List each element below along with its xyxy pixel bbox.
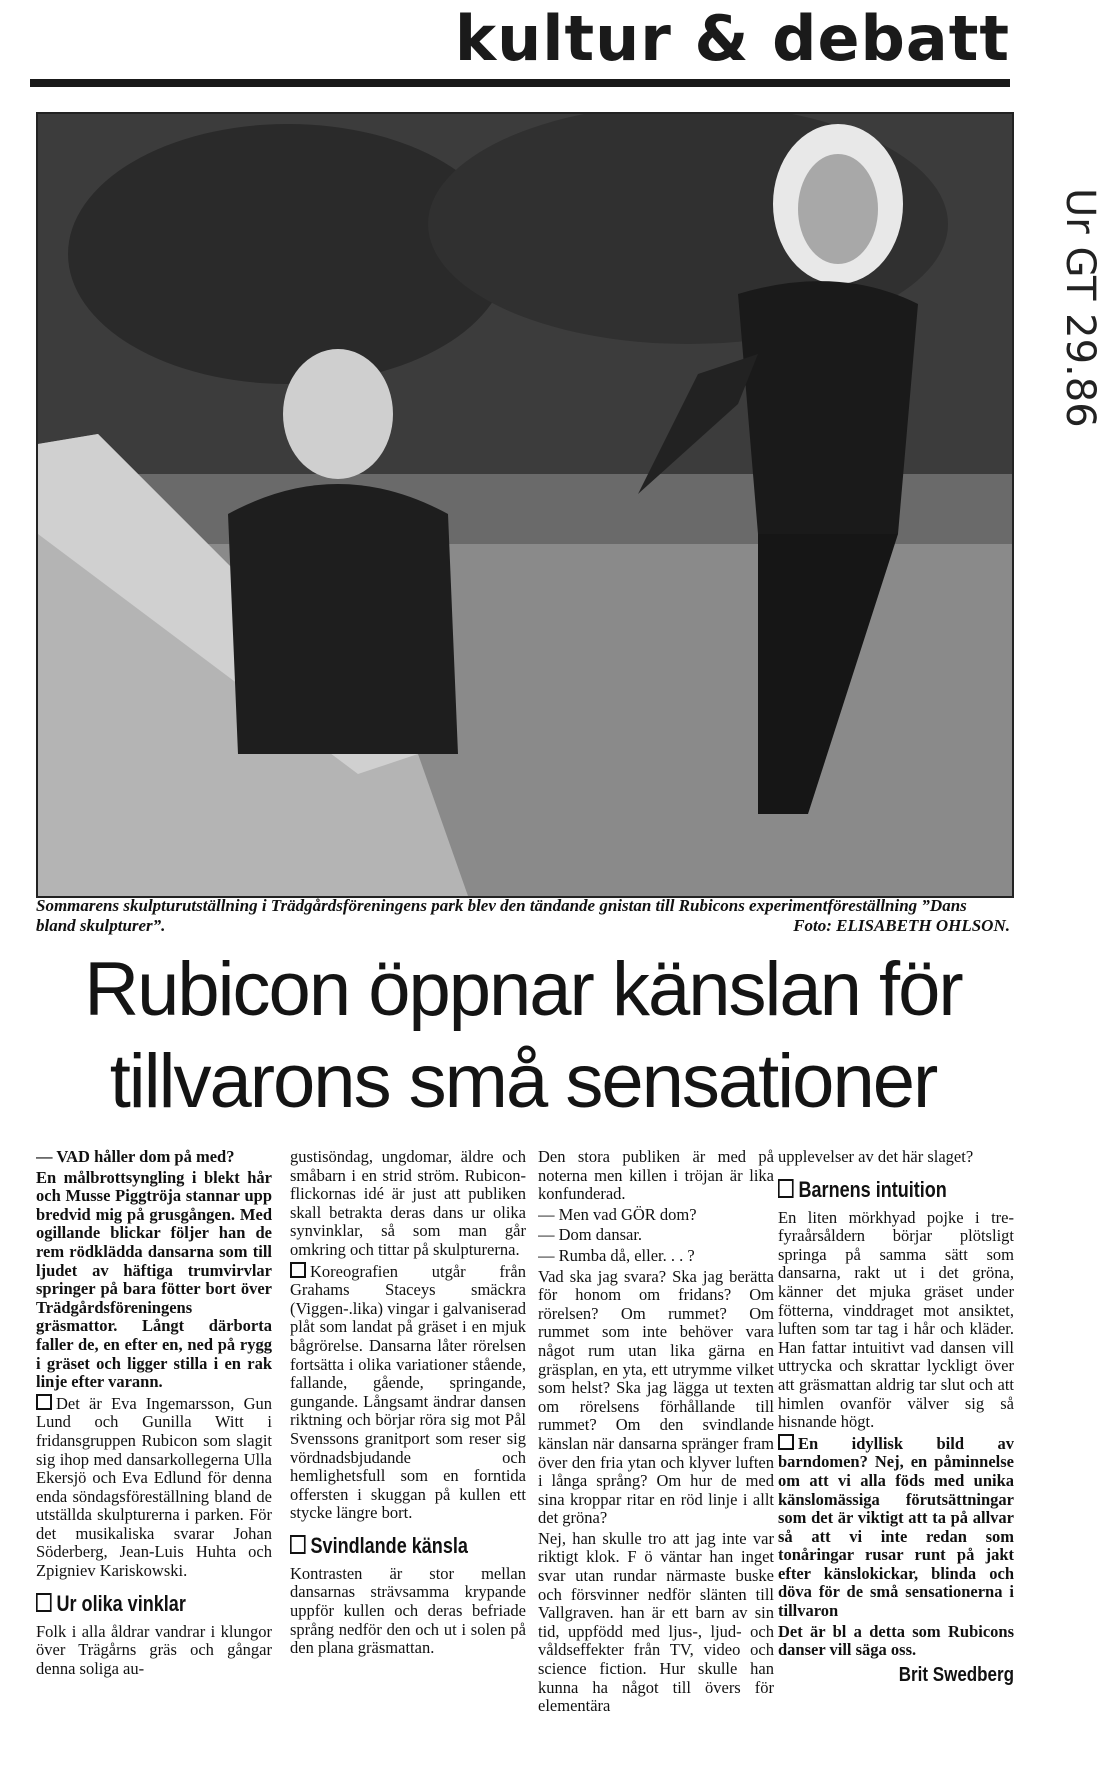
subheading: Ur olika vinklar: [56, 1590, 186, 1616]
paragraph: Kontrasten är stor mellan dansarnas strävsamma krypande uppför kullen och deras befriade språng nedför den och ut i solen på den plana gräsmattan.: [290, 1563, 526, 1658]
paragraph: En idyllisk bild av barndomen? Nej, en påminnelse om att vi alla föds med unika känslomässiga förutsättningar som det är viktigt att ta på allvar så att vi inte redan som tonåringar rusar runt på jakt efter känslokickar, blinda och döva för de små sensationerna i tillvaron: [778, 1433, 1014, 1621]
article-column-3: [538, 1148, 774, 1768]
paragraph: Folk i alla åldrar vandrar i klungor över Trägårns gräs och gångar denna soliga au-: [36, 1621, 272, 1678]
square-bullet-icon: [36, 1394, 52, 1410]
subheading: Svindlande känsla: [310, 1532, 468, 1558]
dialogue-line: — Men vad GÖR dom?: [538, 1204, 697, 1224]
author-signature: Brit Swedberg: [898, 1663, 1014, 1686]
paragraph: Koreografien utgår från Grahams Staceys smäckra (Viggen-.lika) vingar i galvaniserad plåt som landat på gräset i en mjuk bågrörelse. Dansarna låter rörelsen fortsätta i olika variationer stående, fallande, gående, springande, gungande. Långsamt ändrar dansen riktning och börjar röra sig mot Pål Svenssons granitport som reser sig vördnadsbjudande och hemlighetsfull som en forntida offersten i skuggan på kullen ett stycke längre bort.: [290, 1261, 526, 1523]
caption-text: Sommarens skulpturutställning i Trädgårdsföreningens park blev den tändande gnistan till Rubicons experimentföreställning ”Dans bland skulpturer”.: [36, 896, 967, 935]
paragraph: Vad ska jag svara? Ska jag berätta för honom om fridans? Om rörelsen? Om rummet? Om rummet som inte behöver vara något rum utan lika gärna en gräsplan, en yta, ett utrymme vilket som helst? Ska jag lägga ut texten om rörelsens förhållande till rummet? Om den svindlande känslan när dansarna spränger fram över den fria ytan och klyver luften i långa språng? Om hur de med sina kroppar ritar en röd linje i allt det gröna?: [538, 1266, 774, 1528]
dialogue-line: — Dom dansar.: [538, 1225, 643, 1245]
paragraph: En liten mörkhyad pojke i tre-fyraårsåldern börjar plötsligt springa på samma sätt som dansarna, rakt ut i det gröna, känner det mjuka gräset under fötterna, vinddraget mot ansiktet, luften som tar tag i hår och kläder. Han fattar intuitivt vad dansen vill uttrycka och skrattar lyckligt över att gräsmattan aldrig tar slut och att himlen ovanför välver sig så hisnande högt.: [778, 1207, 1014, 1432]
paragraph: gustisöndag, ungdomar, äldre och småbarn i en strid ström. Rubicon-flickornas idé är just att publiken skall betrakta deras dans ur olika synvinklar, så som man går omkring och tittar på skulpturerna.: [290, 1148, 526, 1259]
subheading: Barnens intuition: [798, 1176, 947, 1202]
dialogue-line: — Rumba då, eller. . . ?: [538, 1245, 695, 1265]
square-bullet-icon: [778, 1434, 794, 1450]
square-bullet-icon: [36, 1593, 52, 1612]
paragraph: — VAD håller dom på med?: [36, 1148, 235, 1166]
square-bullet-icon: [290, 1535, 306, 1554]
paragraph: En målbrottsyngling i blekt hår och Musse Piggtröja stannar upp bredvid mig på grusgången. Med ogillande blickar följer han de rem rödklädda dansarna som till ljudet av häftiga trumvirvlar springer på bara fötter bort över Trädgårdsföreningens gräsmattor. Långt därborta faller de, en efter en, ned på rygg i gräset och ligger stilla i en rak linje efter varann.: [36, 1167, 272, 1392]
handwritten-source-note: Ur GT 29.86: [1057, 188, 1103, 428]
headline-line-1: Rubicon öppnar känslan för: [84, 947, 962, 1032]
photo-credit: Foto: ELISABETH OHLSON.: [793, 916, 1010, 935]
article-column-1: [36, 1148, 272, 1768]
masthead-rule: [30, 79, 1010, 87]
article-column-2: [290, 1148, 526, 1768]
square-bullet-icon: [778, 1179, 794, 1198]
photo-caption: [36, 896, 1010, 936]
section-masthead: kultur & debatt: [454, 2, 1010, 75]
paragraph: Nej, han skulle tro att jag inte var riktigt klok. F ö väntar han inget svar utan rundar närmaste buske och försvinner nedför slänten till Vallgraven. han är ett barn av sin tid, uppfödd med ljus-, ljud- och våldseffekter från TV, video och science fiction. Hur skulle han kunna ha något till övers för elementära: [538, 1528, 774, 1716]
headline-line-2: tillvarons små sensationer: [109, 1039, 937, 1124]
paragraph: upplevelser av det här slaget?: [778, 1148, 974, 1166]
article-column-4: [778, 1148, 1014, 1768]
dance-photo: [36, 112, 1014, 898]
square-bullet-icon: [290, 1262, 306, 1278]
paragraph: Det är Eva Ingemarsson, Gun Lund och Gunilla Witt i fridansgruppen Rubicon som slagit sig ihop med dansarkollegerna Ulla Ekersjö och Eva Edlund för denna enda söndagsföreställning bland de utställda skulpturerna i parken. För det musikaliska svarar Johan Söderberg, Jean-Luis Huhta och Zpigniev Kariskowski.: [36, 1393, 272, 1581]
paragraph: Det är bl a detta som Rubicons danser vill säga oss.: [778, 1621, 1014, 1660]
headline: [36, 944, 1010, 1128]
paragraph: Den stora publiken är med på noterna men killen i tröjan är lika konfunderad.: [538, 1148, 774, 1204]
